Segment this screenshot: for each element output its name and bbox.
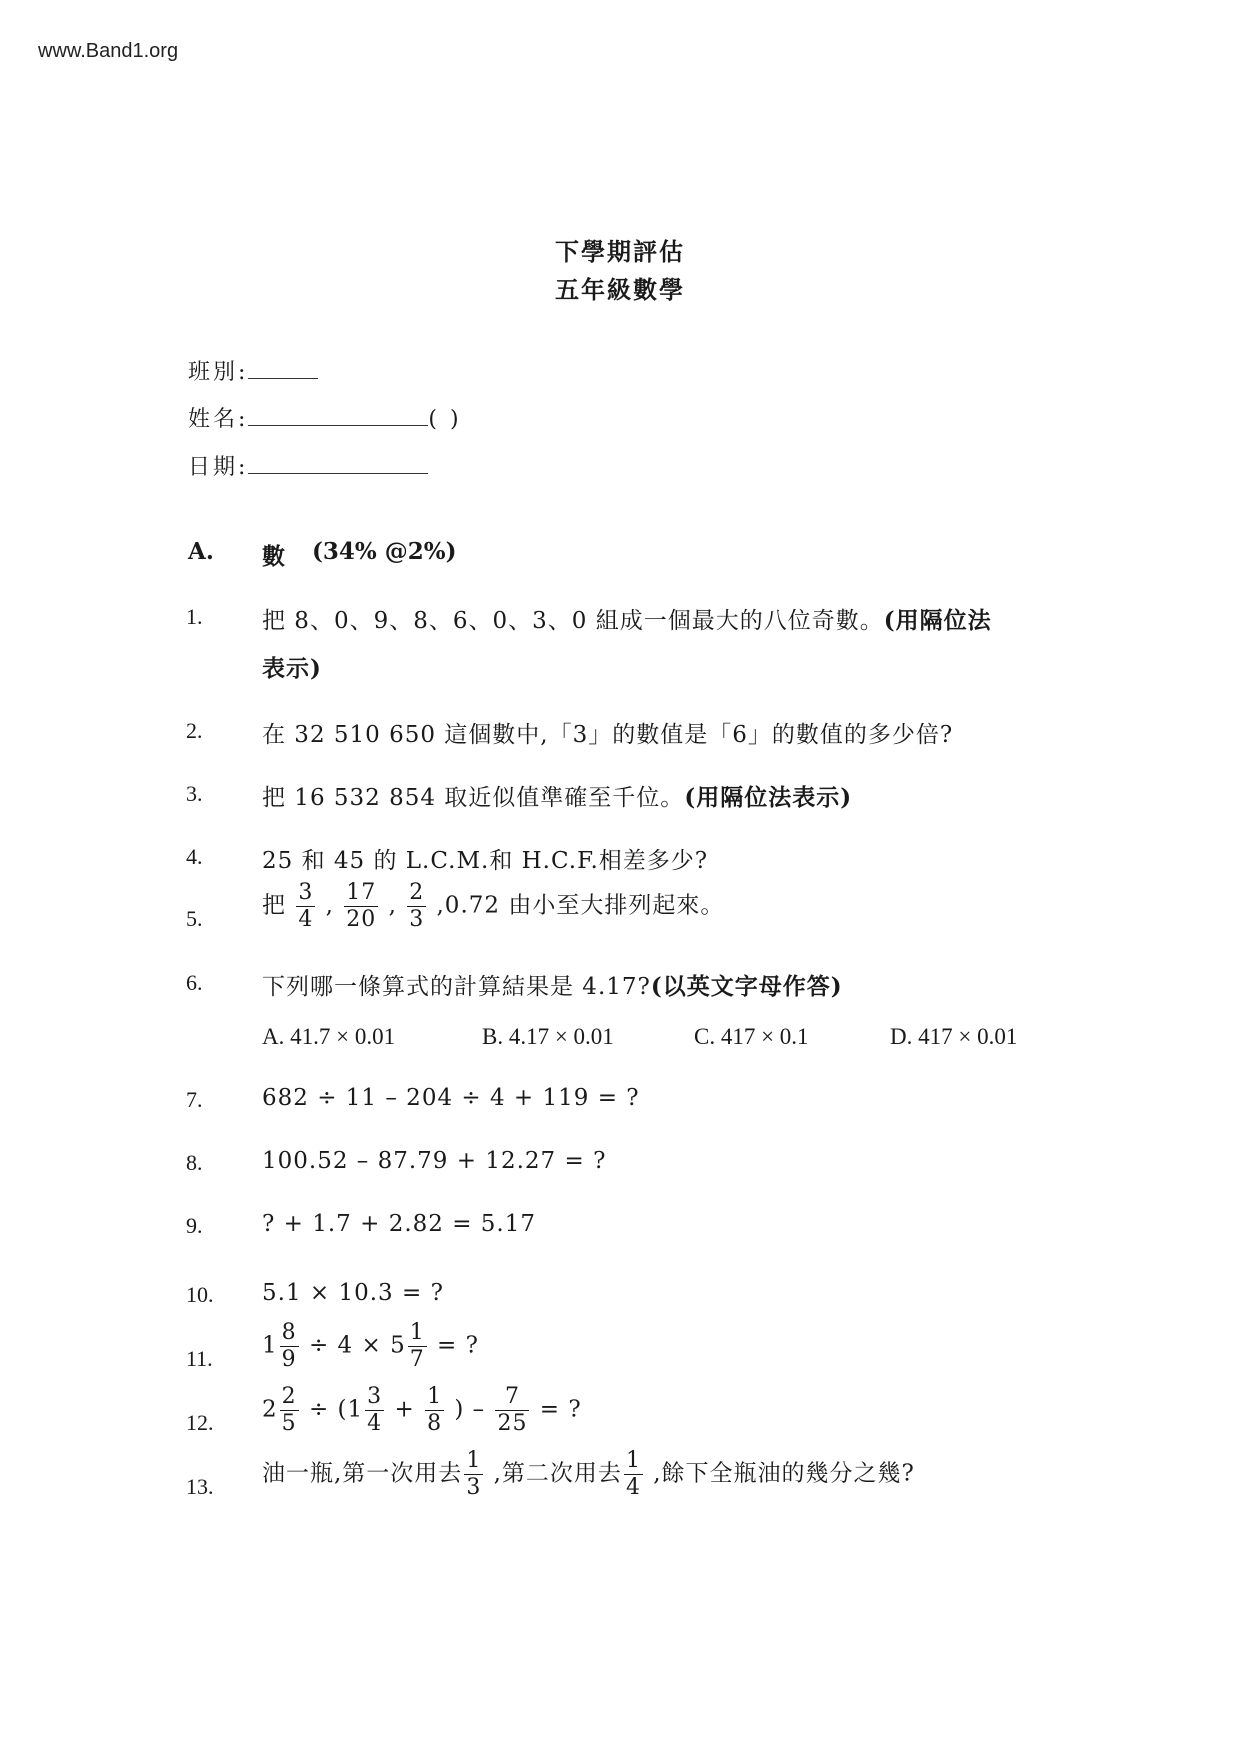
class-field[interactable] xyxy=(188,355,318,386)
question-13-part2: ,第二次用去 xyxy=(493,1460,622,1487)
question-number-12: 12. xyxy=(186,1410,214,1435)
fraction-3-4: $\frac{3}{4}$ xyxy=(367,1384,383,1436)
question-12-divide-open: ÷ (1 xyxy=(308,1396,364,1423)
question-12-end: = ? xyxy=(539,1396,582,1423)
question-3-note: (用隔位法表示) xyxy=(684,784,853,811)
question-3-text xyxy=(262,779,852,812)
question-6-body: 下列哪一條算式的計算結果是 4.17? xyxy=(262,974,651,1000)
fraction-2-5: $\frac{2}{5}$ xyxy=(281,1384,297,1436)
page-title: 下學期評估 xyxy=(555,237,685,266)
option-c: C. 417 × 0.1 xyxy=(694,1024,809,1049)
question-1-note: (用隔位法 xyxy=(883,607,992,634)
question-6-note: (以英文字母作答) xyxy=(650,973,843,1000)
watermark-url[interactable]: www.Band1.org xyxy=(38,40,179,62)
question-4-text: 25 和 45 的 L.C.M.和 H.C.F.相差多少? xyxy=(262,848,709,874)
question-13-part1: 油一瓶,第一次用去 xyxy=(262,1460,463,1487)
fraction-2-3: $\frac{2}{3}$ xyxy=(409,880,425,932)
name-field[interactable] xyxy=(188,402,462,433)
name-blank[interactable] xyxy=(248,403,428,426)
question-5-suffix: ,0.72 由小至大排列起來。 xyxy=(436,892,725,919)
class-number-paren: ( ) xyxy=(428,407,462,432)
option-d: D. 417 × 0.01 xyxy=(890,1024,1018,1049)
question-8-text: 100.52 – 87.79 + 12.27 = ? xyxy=(262,1148,607,1174)
question-number-6: 6. xyxy=(186,970,203,995)
question-number-2: 2. xyxy=(186,718,203,743)
question-number-8: 8. xyxy=(186,1150,203,1175)
class-blank[interactable] xyxy=(248,356,318,379)
fraction-7-25: $\frac{7}{25}$ xyxy=(497,1384,528,1436)
question-5-text xyxy=(262,882,724,931)
question-6-text xyxy=(262,968,843,1001)
date-label: 日期: xyxy=(188,455,249,480)
fraction-1-8: $\frac{1}{8}$ xyxy=(427,1384,443,1436)
question-number-5: 5. xyxy=(186,906,203,931)
date-blank[interactable] xyxy=(248,451,428,474)
fraction-1-4: $\frac{1}{4}$ xyxy=(625,1448,641,1500)
question-12-close-minus: ) – xyxy=(454,1396,486,1423)
fraction-17-20: $\frac{17}{20}$ xyxy=(346,880,377,932)
question-5-prefix: 把 xyxy=(262,892,286,919)
question-12-plus: + xyxy=(394,1396,415,1423)
question-11-end: = ? xyxy=(437,1332,479,1359)
question-number-4: 4. xyxy=(186,844,203,869)
question-2-text: 在 32 510 650 這個數中,「3」的數值是「6」的數值的多少倍? xyxy=(262,722,954,748)
option-a: A. 41.7 × 0.01 xyxy=(262,1024,396,1049)
mixed-number-whole: 2 xyxy=(262,1396,278,1423)
section-marks: (34% @2%) xyxy=(312,538,457,565)
separator-comma: , xyxy=(325,892,334,919)
class-label: 班別: xyxy=(188,360,249,385)
question-3-body: 把 16 532 854 取近似值準確至千位。 xyxy=(262,785,685,811)
question-number-13: 13. xyxy=(186,1474,214,1499)
question-11-operators: ÷ 4 × 5 xyxy=(308,1332,406,1359)
question-1-body: 把 8、0、9、8、6、0、3、0 組成一個最大的八位奇數。 xyxy=(262,608,884,634)
question-7-text: 682 ÷ 11 – 204 ÷ 4 + 119 = ? xyxy=(262,1085,640,1111)
question-9-text: ? + 1.7 + 2.82 = 5.17 xyxy=(262,1211,537,1237)
section-name: 數 xyxy=(262,543,285,570)
question-1-text xyxy=(262,602,992,635)
date-field[interactable] xyxy=(188,450,428,481)
mixed-number-whole: 1 xyxy=(262,1332,278,1359)
question-number-7: 7. xyxy=(186,1087,203,1112)
question-number-9: 9. xyxy=(186,1213,203,1238)
option-b: B. 4.17 × 0.01 xyxy=(482,1024,614,1049)
question-13-text xyxy=(262,1450,915,1499)
question-number-3: 3. xyxy=(186,781,203,806)
question-number-10: 10. xyxy=(186,1282,214,1307)
page-subtitle: 五年級數學 xyxy=(555,275,685,304)
fraction-3-4: $\frac{3}{4}$ xyxy=(298,880,314,932)
name-label: 姓名: xyxy=(188,407,249,432)
question-12-text xyxy=(262,1386,582,1435)
question-number-1: 1. xyxy=(186,604,203,629)
fraction-1-3: $\frac{1}{3}$ xyxy=(466,1448,482,1500)
section-letter: A. xyxy=(188,538,214,565)
question-1-continued: 表示) xyxy=(262,655,322,682)
question-11-text xyxy=(262,1322,479,1371)
question-13-part3: ,餘下全瓶油的幾分之幾? xyxy=(653,1460,915,1487)
fraction-1-7: $\frac{1}{7}$ xyxy=(409,1320,425,1372)
separator-comma: , xyxy=(388,892,397,919)
question-10-text: 5.1 × 10.3 = ? xyxy=(262,1280,444,1306)
fraction-8-9: $\frac{8}{9}$ xyxy=(281,1320,297,1372)
question-number-11: 11. xyxy=(186,1346,213,1371)
